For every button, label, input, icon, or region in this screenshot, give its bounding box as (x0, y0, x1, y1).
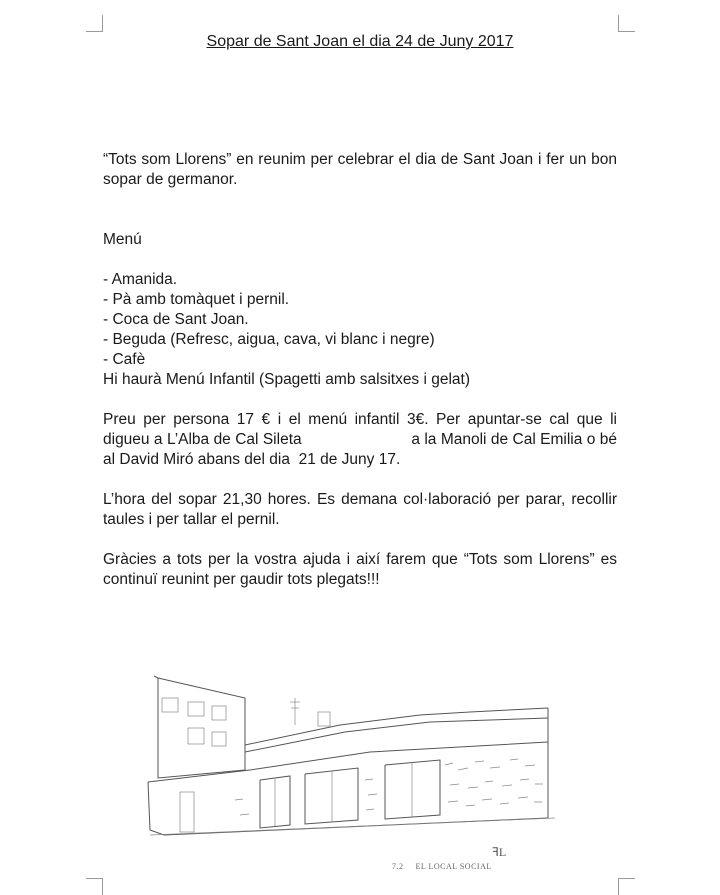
menu-heading: Menú (103, 231, 142, 248)
menu-item: - Beguda (Refresc, aigua, cava, vi blanc i negre) (103, 331, 435, 348)
drawing-caption (392, 862, 492, 871)
page-corner-mark-top-right (618, 15, 635, 32)
menu-item: - Cafè (103, 351, 146, 368)
document-body (103, 150, 622, 590)
menu-item: - Amanida. (103, 271, 178, 288)
caption-number: 7.2 (392, 862, 404, 871)
time-paragraph: L’hora del sopar 21,30 hores. Es demana col·laboració per parar, recollir taules i per tallar el pernil. (103, 491, 617, 528)
page-corner-mark-bottom-left (86, 878, 103, 895)
document-title: Sopar de Sant Joan el dia 24 de Juny 2017 (206, 33, 514, 50)
artist-signature: ꟻL (492, 845, 507, 859)
price-paragraph: Preu per persona 17 € i el menú infantil 3€. Per apuntar-se cal que li digueu a L’Alba de Cal Sileta a la Manoli de Cal Emilia o bé al David Miró abans del dia 21 de Juny 17. (103, 411, 622, 468)
menu-item: - Coca de Sant Joan. (103, 311, 249, 328)
page-corner-mark-top-left (86, 15, 103, 32)
menu-item: - Pà amb tomàquet i pernil. (103, 291, 290, 308)
intro-paragraph: “Tots som Llorens” en reunim per celebrar el dia de Sant Joan i fer un bon sopar de germanor. (103, 151, 617, 188)
thanks-paragraph: Gràcies a tots per la vostra ajuda i així farem que “Tots som Llorens” es continuï reunint per gaudir tots plegats!!! (103, 551, 617, 588)
caption-text: EL LOCAL SOCIAL (415, 862, 492, 871)
page-corner-mark-bottom-right (618, 878, 635, 895)
local-social-building-sketch (140, 670, 560, 880)
kids-menu-line: Hi haurà Menú Infantil (Spagetti amb salsitxes i gelat) (103, 371, 471, 388)
